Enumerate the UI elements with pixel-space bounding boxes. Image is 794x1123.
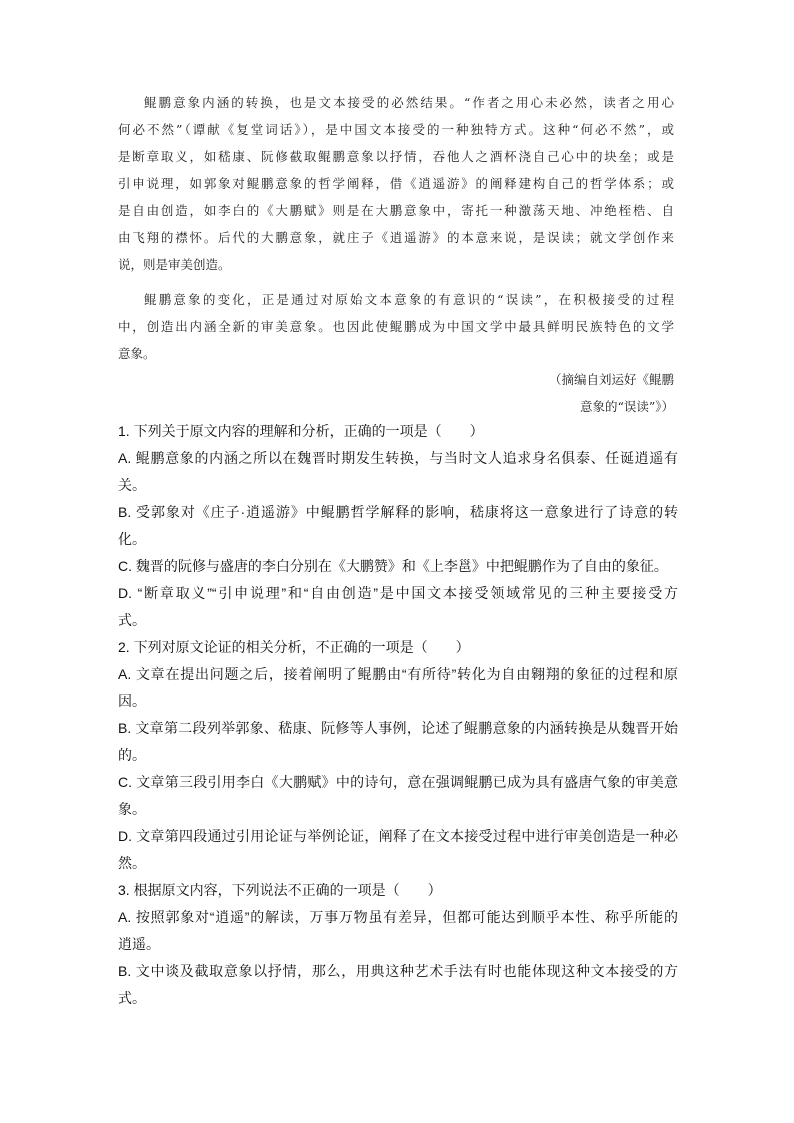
question-1-stem: 1. 下列关于原文内容的理解和分析，正确的一项是（ ） <box>118 423 484 439</box>
question-1-option-b: B. 受郭象对《庄子·逍遥游》中鲲鹏哲学解释的影响，嵇康将这一意象进行了诗意的转 <box>118 504 678 520</box>
question-2-option-d: D. 文章第四段通过引用论证与举例论证，阐释了在文本接受过程中进行审美创造是一种必 <box>118 828 678 844</box>
text-line: 说，则是审美创造。 <box>118 257 231 272</box>
question-2-option-b: B. 文章第二段列举郭象、嵇康、阮修等人事例，论述了鲲鹏意象的内涵转换是从魏晋开始 <box>118 720 678 736</box>
question-2-option-b-cont: 的。 <box>118 747 146 763</box>
source-line: 意象的“误读”》） <box>579 399 674 414</box>
source-line: （摘编自刘运好《鲲鹏 <box>548 372 674 387</box>
question-1-option-c: C. 魏晋的阮修与盛唐的李白分别在《大鹏赞》和《上李邕》中把鲲鹏作为了自由的象征。 <box>118 558 668 574</box>
question-2-option-a: A. 文章在提出问题之后，接着阐明了鲲鹏由“有所待”转化为自由翱翔的象征的过程和原 <box>118 666 678 682</box>
question-2-option-c: C. 文章第三段引用李白《大鹏赋》中的诗句，意在强调鲲鹏已成为具有盛唐气象的审美意 <box>118 774 678 790</box>
question-2-option-d-cont: 然。 <box>118 855 146 871</box>
passage-paragraph-1 <box>118 89 674 278</box>
text-line: 引申说理，如郭象对鲲鹏意象的哲学阐释，借《逍遥游》的阐释建构自己的哲学体系；或 <box>118 176 674 191</box>
text-line: 鲲鹏意象内涵的转换，也是文本接受的必然结果。“作者之用心未必然，读者之用心 <box>144 95 674 110</box>
question-3-option-b-cont: 式。 <box>118 990 146 1006</box>
text-line: 是自由创造，如李白的《大鹏赋》则是在大鹏意象中，寄托一种激荡天地、冲绝桎梏、自 <box>118 203 674 218</box>
question-1-option-d: D. “断章取义”“引申说理”和“自由创造”是中国文本接受领域常见的三种主要接受方 <box>118 585 678 601</box>
text-line: 鲲鹏意象的变化，正是通过对原始文本意象的有意识的“误读”，在积极接受的过程 <box>144 292 674 307</box>
question-3-option-b: B. 文中谈及截取意象以抒情，那么，用典这种艺术手法有时也能体现这种文本接受的方 <box>118 963 678 979</box>
text-line: 何必不然”（谭献《复堂词话》），是中国文本接受的一种独特方式。这种“何必不然”，或 <box>118 122 674 137</box>
question-1-option-a-cont: 关。 <box>118 477 146 493</box>
text-line: 中，创造出内涵全新的审美意象。也因此使鲲鹏成为中国文学中最具鲜明民族特色的文学 <box>118 319 674 334</box>
question-1-option-d-cont: 式。 <box>118 612 146 628</box>
question-1-option-b-cont: 化。 <box>118 531 146 547</box>
question-3-option-a: A. 按照郭象对“逍遥”的解读，万事万物虽有差异，但都可能达到顺乎本性、称乎所能的 <box>118 909 678 925</box>
question-3-option-a-cont: 逍遥。 <box>118 936 160 952</box>
question-list <box>118 418 678 1012</box>
question-3-stem: 3. 根据原文内容，下列说法不正确的一项是（ ） <box>118 882 442 898</box>
passage-paragraph-2 <box>118 286 674 367</box>
question-2-stem: 2. 下列对原文论证的相关分析，不正确的一项是（ ） <box>118 639 470 655</box>
text-line: 由飞翔的襟怀。后代的大鹏意象，就庄子《逍遥游》的本意来说，是误读；就文学创作来 <box>118 230 674 245</box>
question-2-option-a-cont: 因。 <box>118 693 146 709</box>
text-line: 是断章取义，如嵇康、阮修截取鲲鹏意象以抒情，吞他人之酒杯浇自己心中的块垒；或是 <box>118 149 674 164</box>
question-2-option-c-cont: 象。 <box>118 801 146 817</box>
text-line: 意象。 <box>118 346 156 361</box>
source-citation <box>549 366 674 420</box>
question-1-option-a: A. 鲲鹏意象的内涵之所以在魏晋时期发生转换，与当时文人追求身名俱泰、任诞逍遥有 <box>118 450 678 466</box>
